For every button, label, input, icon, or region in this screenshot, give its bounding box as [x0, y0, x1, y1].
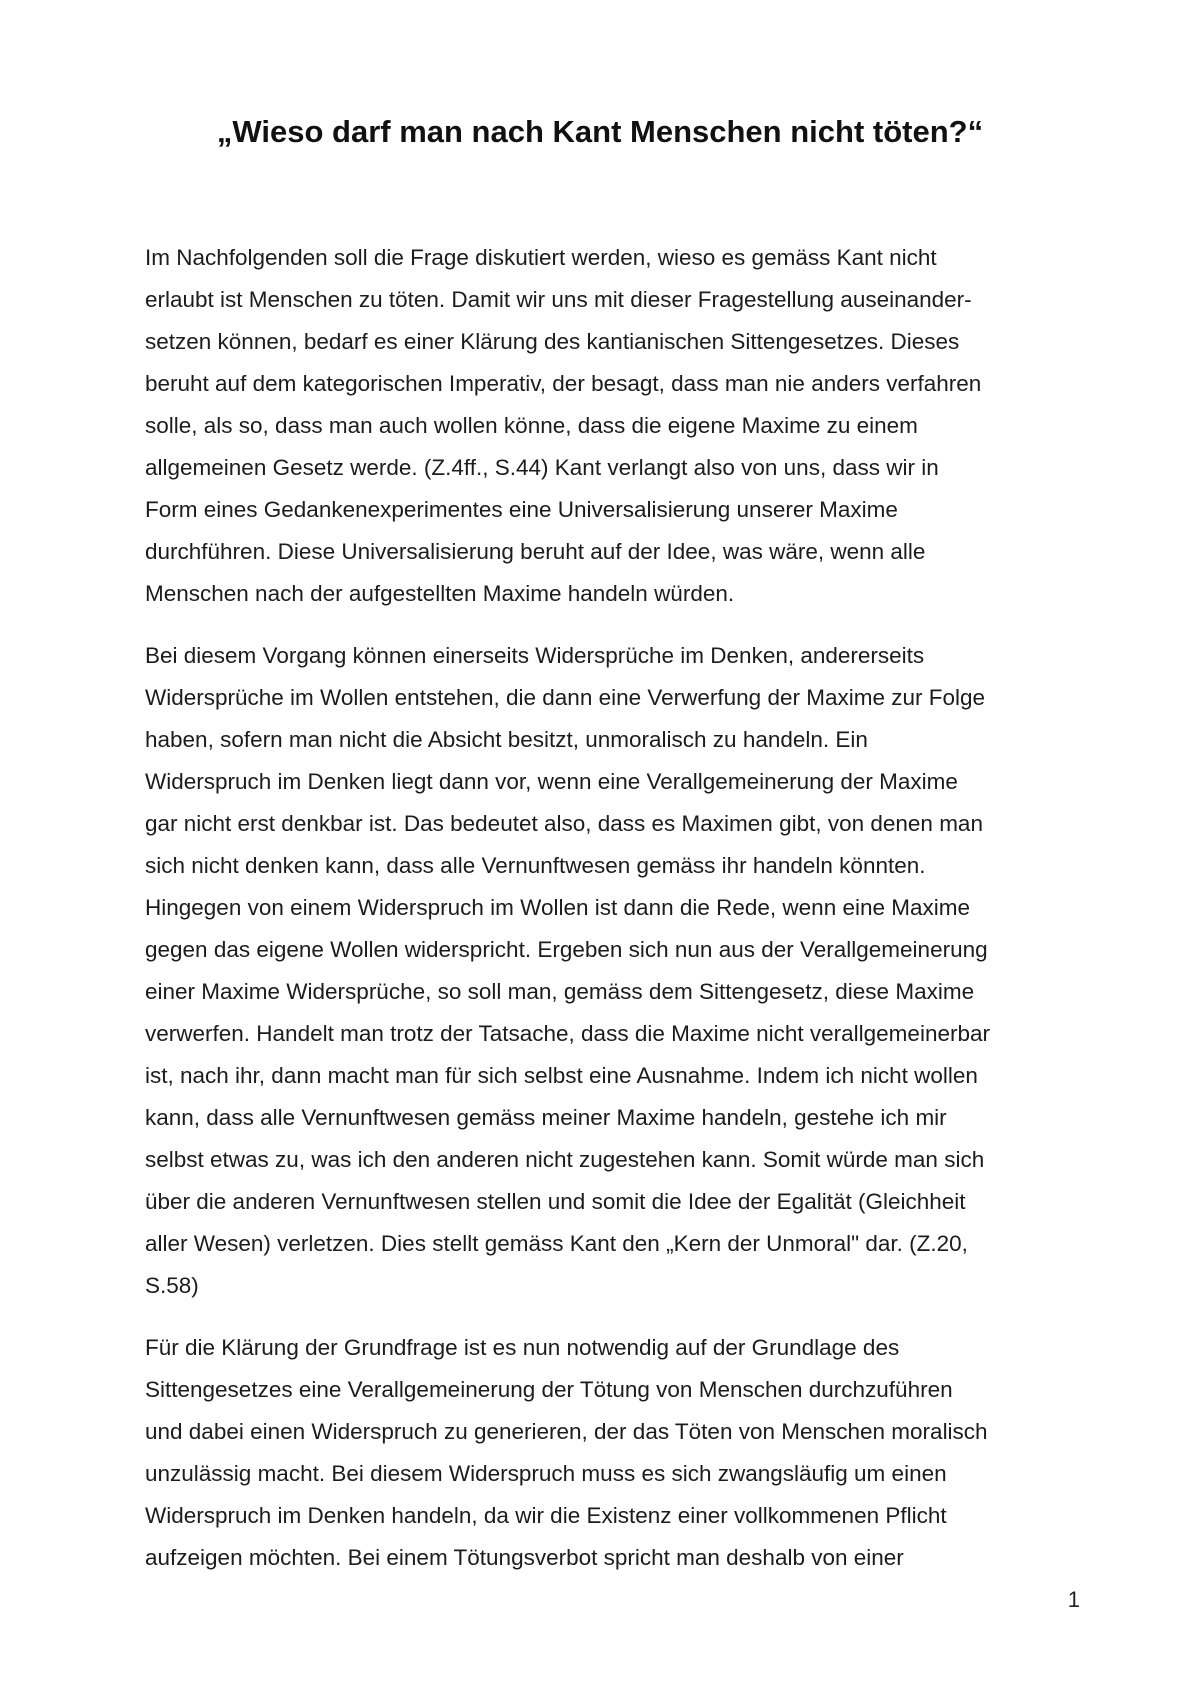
text-line: Im Nachfolgenden soll die Frage diskutiert werden, wieso es gemäss Kant nicht [145, 245, 937, 270]
text-line: und dabei einen Widerspruch zu generieren, der das Töten von Menschen moralisch [145, 1419, 988, 1444]
text-line: Form eines Gedankenexperimentes eine Universalisierung unserer Maxime [145, 497, 898, 522]
text-line: gegen das eigene Wollen widerspricht. Ergeben sich nun aus der Verallgemeinerung [145, 937, 988, 962]
text-line: Widerspruch im Denken handeln, da wir die Existenz einer vollkommenen Pflicht [145, 1503, 947, 1528]
text-line: solle, als so, dass man auch wollen könne, dass die eigene Maxime zu einem [145, 413, 918, 438]
page-number: 1 [1067, 1587, 1080, 1612]
text-line: ist, nach ihr, dann macht man für sich selbst eine Ausnahme. Indem ich nicht wollen [145, 1063, 978, 1088]
text-line: selbst etwas zu, was ich den anderen nicht zugestehen kann. Somit würde man sich [145, 1147, 985, 1172]
text-line: aller Wesen) verletzen. Dies stellt gemäss Kant den „Kern der Unmoral" dar. (Z.20, [145, 1231, 968, 1256]
document-title: „Wieso darf man nach Kant Menschen nicht töten?“ [216, 114, 984, 149]
text-line: aufzeigen möchten. Bei einem Tötungsverbot spricht man deshalb von einer [145, 1545, 904, 1570]
text-line: Hingegen von einem Widerspruch im Wollen ist dann die Rede, wenn eine Maxime [145, 895, 971, 920]
text-line: erlaubt ist Menschen zu töten. Damit wir uns mit dieser Fragestellung auseinander- [145, 287, 972, 312]
text-line: beruht auf dem kategorischen Imperativ, der besagt, dass man nie anders verfahren [145, 371, 982, 396]
text-line: verwerfen. Handelt man trotz der Tatsache, dass die Maxime nicht verallgemeinerbar [145, 1021, 990, 1046]
paragraph-1 [145, 237, 1075, 615]
paragraph-2 [145, 635, 1075, 1307]
text-line: kann, dass alle Vernunftwesen gemäss meiner Maxime handeln, gestehe ich mir [145, 1105, 947, 1130]
paragraph-3 [145, 1327, 1075, 1579]
text-line: haben, sofern man nicht die Absicht besitzt, unmoralisch zu handeln. Ein [145, 727, 868, 752]
text-line: Sittengesetzes eine Verallgemeinerung der Tötung von Menschen durchzuführen [145, 1377, 953, 1402]
document-body [145, 237, 1075, 1579]
text-line: über die anderen Vernunftwesen stellen und somit die Idee der Egalität (Gleichheit [145, 1189, 966, 1214]
text-line: S.58) [145, 1273, 199, 1298]
text-line: gar nicht erst denkbar ist. Das bedeutet also, dass es Maximen gibt, von denen man [145, 811, 983, 836]
text-line: durchführen. Diese Universalisierung beruht auf der Idee, was wäre, wenn alle [145, 539, 926, 564]
text-line: einer Maxime Widersprüche, so soll man, gemäss dem Sittengesetz, diese Maxime [145, 979, 975, 1004]
text-line: Für die Klärung der Grundfrage ist es nun notwendig auf der Grundlage des [145, 1335, 900, 1360]
text-line: sich nicht denken kann, dass alle Vernunftwesen gemäss ihr handeln könnten. [145, 853, 926, 878]
text-line: Bei diesem Vorgang können einerseits Widersprüche im Denken, andererseits [145, 643, 925, 668]
text-line: Widersprüche im Wollen entstehen, die dann eine Verwerfung der Maxime zur Folge [145, 685, 986, 710]
text-line: unzulässig macht. Bei diesem Widerspruch muss es sich zwangsläufig um einen [145, 1461, 947, 1486]
text-line: Widerspruch im Denken liegt dann vor, wenn eine Verallgemeinerung der Maxime [145, 769, 958, 794]
text-line: Menschen nach der aufgestellten Maxime handeln würden. [145, 581, 735, 606]
text-line: allgemeinen Gesetz werde. (Z.4ff., S.44) Kant verlangt also von uns, dass wir in [145, 455, 939, 480]
text-line: setzen können, bedarf es einer Klärung des kantianischen Sittengesetzes. Dieses [145, 329, 960, 354]
